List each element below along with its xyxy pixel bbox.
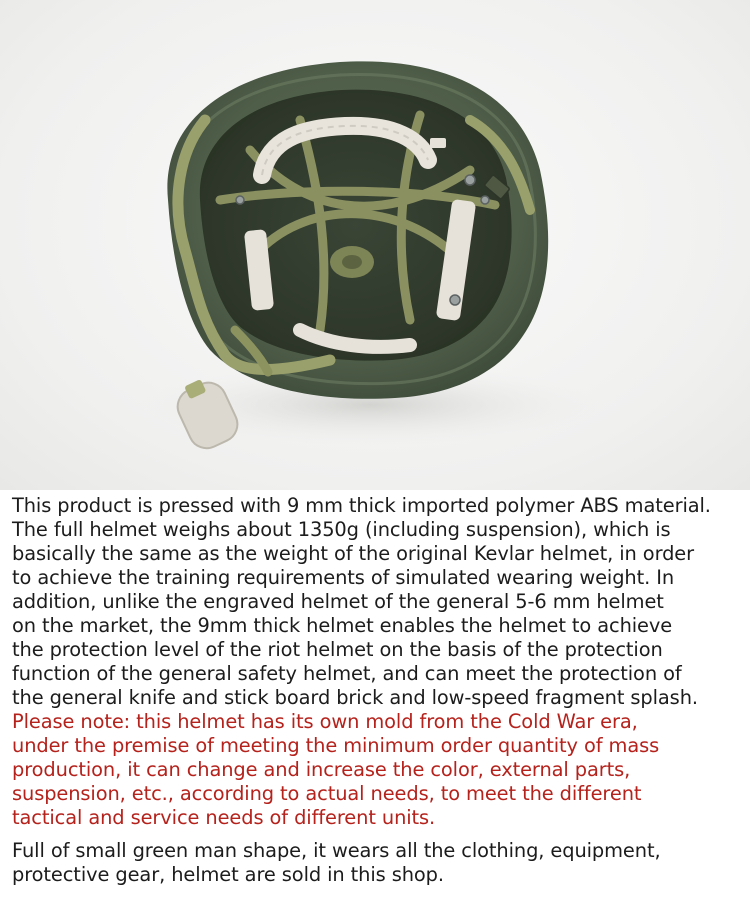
footer-paragraph	[12, 839, 740, 887]
description-paragraph	[12, 494, 740, 710]
description-line: basically the same as the weight of the original Kevlar helmet, in order	[12, 542, 695, 565]
note-line: tactical and service needs of different units.	[12, 806, 436, 829]
description-line: This product is pressed with 9 mm thick imported polymer ABS material.	[12, 494, 711, 517]
description-line: The full helmet weighs about 1350g (including suspension), which is	[12, 518, 671, 541]
description-line: the general knife and stick board brick and low-speed fragment splash.	[12, 686, 698, 709]
product-description	[12, 494, 740, 887]
description-line: addition, unlike the engraved helmet of the general 5-6 mm helmet	[12, 590, 664, 613]
note-line: production, it can change and increase the color, external parts,	[12, 758, 631, 781]
footer-line: Full of small green man shape, it wears all the clothing, equipment,	[12, 839, 661, 862]
footer-line: protective gear, helmet are sold in this shop.	[12, 863, 444, 886]
note-line: Please note: this helmet has its own mold from the Cold War era,	[12, 710, 638, 733]
note-paragraph	[12, 710, 740, 830]
description-line: function of the general safety helmet, and can meet the protection of	[12, 662, 682, 685]
description-line: the protection level of the riot helmet on the basis of the protection	[12, 638, 663, 661]
note-line: under the premise of meeting the minimum order quantity of mass	[12, 734, 660, 757]
note-line: suspension, etc., according to actual needs, to meet the different	[12, 782, 642, 805]
description-line: on the market, the 9mm thick helmet enables the helmet to achieve	[12, 614, 673, 637]
description-line: to achieve the training requirements of simulated wearing weight. In	[12, 566, 675, 589]
